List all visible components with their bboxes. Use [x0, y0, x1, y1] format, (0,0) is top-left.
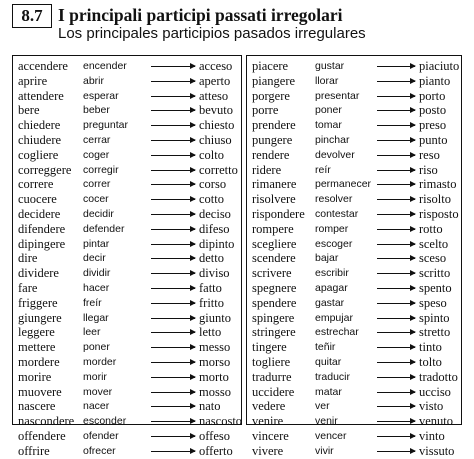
verb-row	[247, 163, 461, 178]
spanish-translation: abrir	[83, 74, 105, 87]
past-participle: dipinto	[199, 236, 235, 251]
right-arrow-icon	[377, 199, 415, 200]
spanish-translation: freír	[83, 296, 102, 309]
spanish-translation: morir	[83, 370, 107, 383]
right-arrow-icon	[377, 66, 415, 67]
right-arrow-icon	[151, 155, 195, 156]
verb-row	[13, 444, 241, 459]
past-participle: difeso	[199, 221, 230, 236]
verb-row	[247, 296, 461, 311]
italian-infinitive: rendere	[252, 147, 290, 162]
right-arrow-icon	[377, 451, 415, 452]
right-arrow-icon	[377, 110, 415, 111]
verb-row	[13, 281, 241, 296]
spanish-translation: tomar	[315, 119, 342, 132]
right-arrow-icon	[151, 392, 195, 393]
title-spanish: Los principales participios pasados irregulares	[58, 25, 366, 42]
verb-row	[13, 133, 241, 148]
verb-row	[13, 59, 241, 74]
italian-infinitive: scendere	[252, 251, 296, 266]
spanish-translation: gastar	[315, 296, 345, 309]
italian-infinitive: prendere	[252, 118, 296, 133]
italian-infinitive: chiudere	[18, 132, 62, 147]
right-arrow-icon	[151, 451, 195, 452]
past-participle: messo	[199, 340, 231, 355]
italian-infinitive: mordere	[18, 354, 60, 369]
spanish-translation: ofender	[83, 429, 119, 442]
spanish-translation: cerrar	[83, 133, 111, 146]
past-participle: pianto	[419, 73, 451, 88]
italian-infinitive: nascere	[18, 399, 56, 414]
spanish-translation: apagar	[315, 281, 348, 294]
past-participle: scelto	[419, 236, 449, 251]
past-participle: risolto	[419, 192, 451, 207]
verb-row	[247, 192, 461, 207]
spanish-translation: presentar	[315, 89, 360, 102]
spanish-translation: quitar	[315, 355, 342, 368]
spanish-translation: dividir	[83, 267, 111, 280]
right-arrow-icon	[377, 125, 415, 126]
past-participle: rotto	[419, 221, 443, 236]
past-participle: detto	[199, 251, 224, 266]
italian-infinitive: cuocere	[18, 192, 57, 207]
italian-infinitive: porre	[252, 103, 279, 118]
verb-row	[13, 414, 241, 429]
italian-infinitive: attendere	[18, 88, 64, 103]
past-participle: corretto	[199, 162, 238, 177]
spanish-translation: preguntar	[83, 119, 128, 132]
verb-row	[247, 89, 461, 104]
verb-row	[247, 251, 461, 266]
spanish-translation: mover	[83, 385, 113, 398]
spanish-translation: poner	[83, 341, 110, 354]
right-arrow-icon	[151, 81, 195, 82]
past-participle: fatto	[199, 280, 222, 295]
right-arrow-icon	[151, 214, 195, 215]
italian-infinitive: rompere	[252, 221, 294, 236]
italian-infinitive: risolvere	[252, 192, 296, 207]
past-participle: cotto	[199, 192, 224, 207]
left-verb-rows	[13, 59, 241, 459]
right-arrow-icon	[151, 184, 195, 185]
verb-row	[247, 74, 461, 89]
spanish-translation: hacer	[83, 281, 110, 294]
past-participle: reso	[419, 147, 440, 162]
verb-row	[247, 385, 461, 400]
verb-row	[13, 237, 241, 252]
spanish-translation: resolver	[315, 193, 353, 206]
right-arrow-icon	[151, 96, 195, 97]
right-arrow-icon	[377, 406, 415, 407]
verb-row	[13, 399, 241, 414]
right-arrow-icon	[151, 332, 195, 333]
right-arrow-icon	[377, 288, 415, 289]
italian-infinitive: bere	[18, 103, 40, 118]
verb-row	[13, 89, 241, 104]
italian-infinitive: aprire	[18, 73, 48, 88]
past-participle: preso	[419, 118, 447, 133]
past-participle: atteso	[199, 88, 229, 103]
past-participle: morso	[199, 354, 231, 369]
verb-row	[247, 399, 461, 414]
right-arrow-icon	[377, 347, 415, 348]
right-verb-rows	[247, 59, 461, 459]
past-participle: corso	[199, 177, 227, 192]
italian-infinitive: offrire	[18, 443, 50, 458]
right-arrow-icon	[151, 170, 195, 171]
right-arrow-icon	[151, 125, 195, 126]
verb-row	[13, 207, 241, 222]
verb-row	[13, 266, 241, 281]
italian-infinitive: cogliere	[18, 147, 59, 162]
verb-row	[247, 222, 461, 237]
italian-infinitive: stringere	[252, 325, 296, 340]
spanish-translation: reír	[315, 163, 331, 176]
right-arrow-icon	[377, 392, 415, 393]
right-arrow-icon	[151, 303, 195, 304]
italian-infinitive: giungere	[18, 310, 62, 325]
right-arrow-icon	[377, 258, 415, 259]
spanish-translation: cocer	[83, 193, 109, 206]
spanish-translation: pinchar	[315, 133, 350, 146]
verb-row	[13, 296, 241, 311]
spanish-translation: matar	[315, 385, 342, 398]
right-arrow-icon	[151, 66, 195, 67]
verb-row	[247, 118, 461, 133]
italian-infinitive: correggere	[18, 162, 72, 177]
verb-row	[13, 163, 241, 178]
italian-infinitive: spingere	[252, 310, 295, 325]
right-arrow-icon	[151, 421, 195, 422]
italian-infinitive: tingere	[252, 340, 287, 355]
right-arrow-icon	[377, 96, 415, 97]
past-participle: diviso	[199, 266, 230, 281]
italian-infinitive: correre	[18, 177, 54, 192]
spanish-translation: traducir	[315, 370, 351, 383]
right-arrow-icon	[377, 421, 415, 422]
past-participle: tradotto	[419, 369, 458, 384]
right-arrow-icon	[377, 362, 415, 363]
right-arrow-icon	[377, 155, 415, 156]
past-participle: colto	[199, 147, 224, 162]
verb-row	[13, 355, 241, 370]
italian-infinitive: dividere	[18, 266, 59, 281]
past-participle: aperto	[199, 73, 231, 88]
verb-row	[247, 340, 461, 355]
right-arrow-icon	[377, 273, 415, 274]
verb-row	[13, 148, 241, 163]
spanish-translation: vencer	[315, 429, 347, 442]
right-arrow-icon	[151, 273, 195, 274]
italian-infinitive: ridere	[252, 162, 282, 177]
spanish-translation: vivir	[315, 444, 334, 457]
italian-infinitive: mettere	[18, 340, 56, 355]
italian-infinitive: friggere	[18, 295, 58, 310]
italian-infinitive: muovere	[18, 384, 62, 399]
past-participle: sceso	[419, 251, 447, 266]
verb-row	[247, 311, 461, 326]
past-participle: stretto	[419, 325, 451, 340]
right-arrow-icon	[151, 362, 195, 363]
past-participle: morto	[199, 369, 229, 384]
verb-row	[247, 414, 461, 429]
right-arrow-icon	[151, 377, 195, 378]
section-number: 8.7	[12, 4, 52, 28]
italian-infinitive: accendere	[18, 59, 68, 73]
italian-infinitive: dipingere	[18, 236, 66, 251]
verb-row	[247, 177, 461, 192]
right-arrow-icon	[151, 244, 195, 245]
right-arrow-icon	[151, 436, 195, 437]
verb-row	[13, 74, 241, 89]
right-arrow-icon	[151, 347, 195, 348]
italian-infinitive: tradurre	[252, 369, 292, 384]
spanish-translation: teñir	[315, 341, 336, 354]
verb-row	[247, 133, 461, 148]
past-participle: visto	[419, 399, 444, 414]
spanish-translation: poner	[315, 104, 342, 117]
right-arrow-icon	[377, 170, 415, 171]
past-participle: punto	[419, 132, 448, 147]
past-participle: bevuto	[199, 103, 234, 118]
right-arrow-icon	[151, 318, 195, 319]
past-participle: posto	[419, 103, 447, 118]
right-arrow-icon	[377, 377, 415, 378]
past-participle: tinto	[419, 340, 442, 355]
verb-row	[13, 118, 241, 133]
past-participle: letto	[199, 325, 222, 340]
spanish-translation: llegar	[83, 311, 109, 324]
past-participle: rimasto	[419, 177, 457, 192]
right-arrow-icon	[377, 184, 415, 185]
verb-row	[13, 192, 241, 207]
right-arrow-icon	[377, 303, 415, 304]
past-participle: nato	[199, 399, 221, 414]
past-participle: ucciso	[419, 384, 451, 399]
past-participle: risposto	[419, 206, 459, 221]
italian-infinitive: scrivere	[252, 266, 292, 281]
past-participle: mosso	[199, 384, 231, 399]
right-arrow-icon	[151, 406, 195, 407]
italian-infinitive: pungere	[252, 132, 293, 147]
right-arrow-icon	[151, 140, 195, 141]
spanish-translation: corregir	[83, 163, 119, 176]
italian-infinitive: spendere	[252, 295, 297, 310]
verb-row	[13, 370, 241, 385]
past-participle: chiuso	[199, 132, 232, 147]
spanish-translation: defender	[83, 222, 125, 235]
italian-infinitive: scegliere	[252, 236, 297, 251]
verb-row	[247, 148, 461, 163]
italian-infinitive: rimanere	[252, 177, 297, 192]
italian-infinitive: porgere	[252, 88, 290, 103]
spanish-translation: pintar	[83, 237, 110, 250]
verb-row	[247, 325, 461, 340]
verb-row	[13, 325, 241, 340]
verb-row	[13, 340, 241, 355]
spanish-translation: ofrecer	[83, 444, 116, 457]
verb-row	[247, 207, 461, 222]
spanish-translation: escoger	[315, 237, 353, 250]
past-participle: vissuto	[419, 443, 455, 458]
italian-infinitive: piangere	[252, 73, 296, 88]
past-participle: fritto	[199, 295, 224, 310]
past-participle: venuto	[419, 414, 454, 429]
italian-infinitive: nascondere	[18, 414, 75, 429]
spanish-translation: decir	[83, 252, 106, 265]
italian-infinitive: decidere	[18, 206, 61, 221]
italian-infinitive: vedere	[252, 399, 286, 414]
italian-infinitive: difendere	[18, 221, 66, 236]
past-participle: piaciuto	[419, 59, 460, 73]
right-arrow-icon	[377, 214, 415, 215]
spanish-translation: gustar	[315, 60, 345, 72]
verb-row	[13, 222, 241, 237]
spanish-translation: decidir	[83, 207, 114, 220]
verb-row	[247, 103, 461, 118]
past-participle: acceso	[199, 59, 233, 73]
past-participle: giunto	[199, 310, 231, 325]
spanish-translation: devolver	[315, 148, 355, 161]
right-arrow-icon	[377, 244, 415, 245]
right-arrow-icon	[377, 81, 415, 82]
italian-infinitive: chiedere	[18, 118, 61, 133]
past-participle: scritto	[419, 266, 451, 281]
right-verb-table	[246, 55, 462, 458]
spanish-translation: bajar	[315, 252, 339, 265]
right-arrow-icon	[151, 229, 195, 230]
italian-infinitive: dire	[18, 251, 38, 266]
italian-infinitive: fare	[18, 280, 38, 295]
past-participle: riso	[419, 162, 438, 177]
italian-infinitive: morire	[18, 369, 52, 384]
spanish-translation: venir	[315, 415, 338, 428]
title-italian: I principali participi passati irregolari	[58, 5, 343, 25]
past-participle: tolto	[419, 354, 442, 369]
spanish-translation: coger	[83, 148, 110, 161]
italian-infinitive: rispondere	[252, 206, 305, 221]
past-participle: speso	[419, 295, 447, 310]
right-arrow-icon	[377, 229, 415, 230]
spanish-translation: leer	[83, 326, 101, 339]
right-arrow-icon	[377, 318, 415, 319]
verb-row	[247, 266, 461, 281]
right-arrow-icon	[377, 332, 415, 333]
left-verb-table	[12, 55, 243, 458]
past-participle: deciso	[199, 206, 231, 221]
italian-infinitive: spegnere	[252, 280, 297, 295]
italian-infinitive: leggere	[18, 325, 55, 340]
spanish-translation: encender	[83, 60, 127, 72]
verb-row	[247, 444, 461, 459]
italian-infinitive: uccidere	[252, 384, 295, 399]
past-participle: spinto	[419, 310, 450, 325]
past-participle: spento	[419, 280, 452, 295]
italian-infinitive: offendere	[18, 428, 66, 443]
past-participle: porto	[419, 88, 446, 103]
verb-row	[247, 370, 461, 385]
spanish-translation: morder	[83, 355, 117, 368]
italian-infinitive: venire	[252, 414, 284, 429]
italian-infinitive: togliere	[252, 354, 291, 369]
verb-row	[13, 311, 241, 326]
verb-row	[247, 355, 461, 370]
spanish-translation: permanecer	[315, 178, 372, 191]
verb-row	[13, 429, 241, 444]
past-participle: offeso	[199, 428, 231, 443]
verb-row	[13, 251, 241, 266]
spanish-translation: ver	[315, 400, 330, 413]
italian-infinitive: piacere	[252, 59, 289, 73]
section-header	[0, 0, 474, 48]
spanish-translation: escribir	[315, 267, 349, 280]
spanish-translation: contestar	[315, 207, 359, 220]
spanish-translation: beber	[83, 104, 110, 117]
right-arrow-icon	[151, 288, 195, 289]
verb-row	[13, 385, 241, 400]
right-arrow-icon	[151, 258, 195, 259]
right-arrow-icon	[151, 199, 195, 200]
past-participle: nascosto	[199, 414, 243, 429]
spanish-translation: estrechar	[315, 326, 359, 339]
past-participle: vinto	[419, 428, 445, 443]
verb-row	[13, 177, 241, 192]
spanish-translation: llorar	[315, 74, 339, 87]
spanish-translation: empujar	[315, 311, 353, 324]
spanish-translation: esconder	[83, 415, 127, 428]
spanish-translation: romper	[315, 222, 349, 235]
right-arrow-icon	[151, 110, 195, 111]
spanish-translation: esperar	[83, 89, 119, 102]
verb-row	[247, 281, 461, 296]
italian-infinitive: vivere	[252, 443, 284, 458]
right-arrow-icon	[377, 140, 415, 141]
verb-row	[247, 59, 461, 74]
spanish-translation: nacer	[83, 400, 110, 413]
italian-infinitive: vincere	[252, 428, 289, 443]
verb-row	[247, 429, 461, 444]
spanish-translation: correr	[83, 178, 111, 191]
past-participle: offerto	[199, 443, 233, 458]
verb-row	[247, 237, 461, 252]
right-arrow-icon	[377, 436, 415, 437]
verb-row	[13, 103, 241, 118]
past-participle: chiesto	[199, 118, 235, 133]
